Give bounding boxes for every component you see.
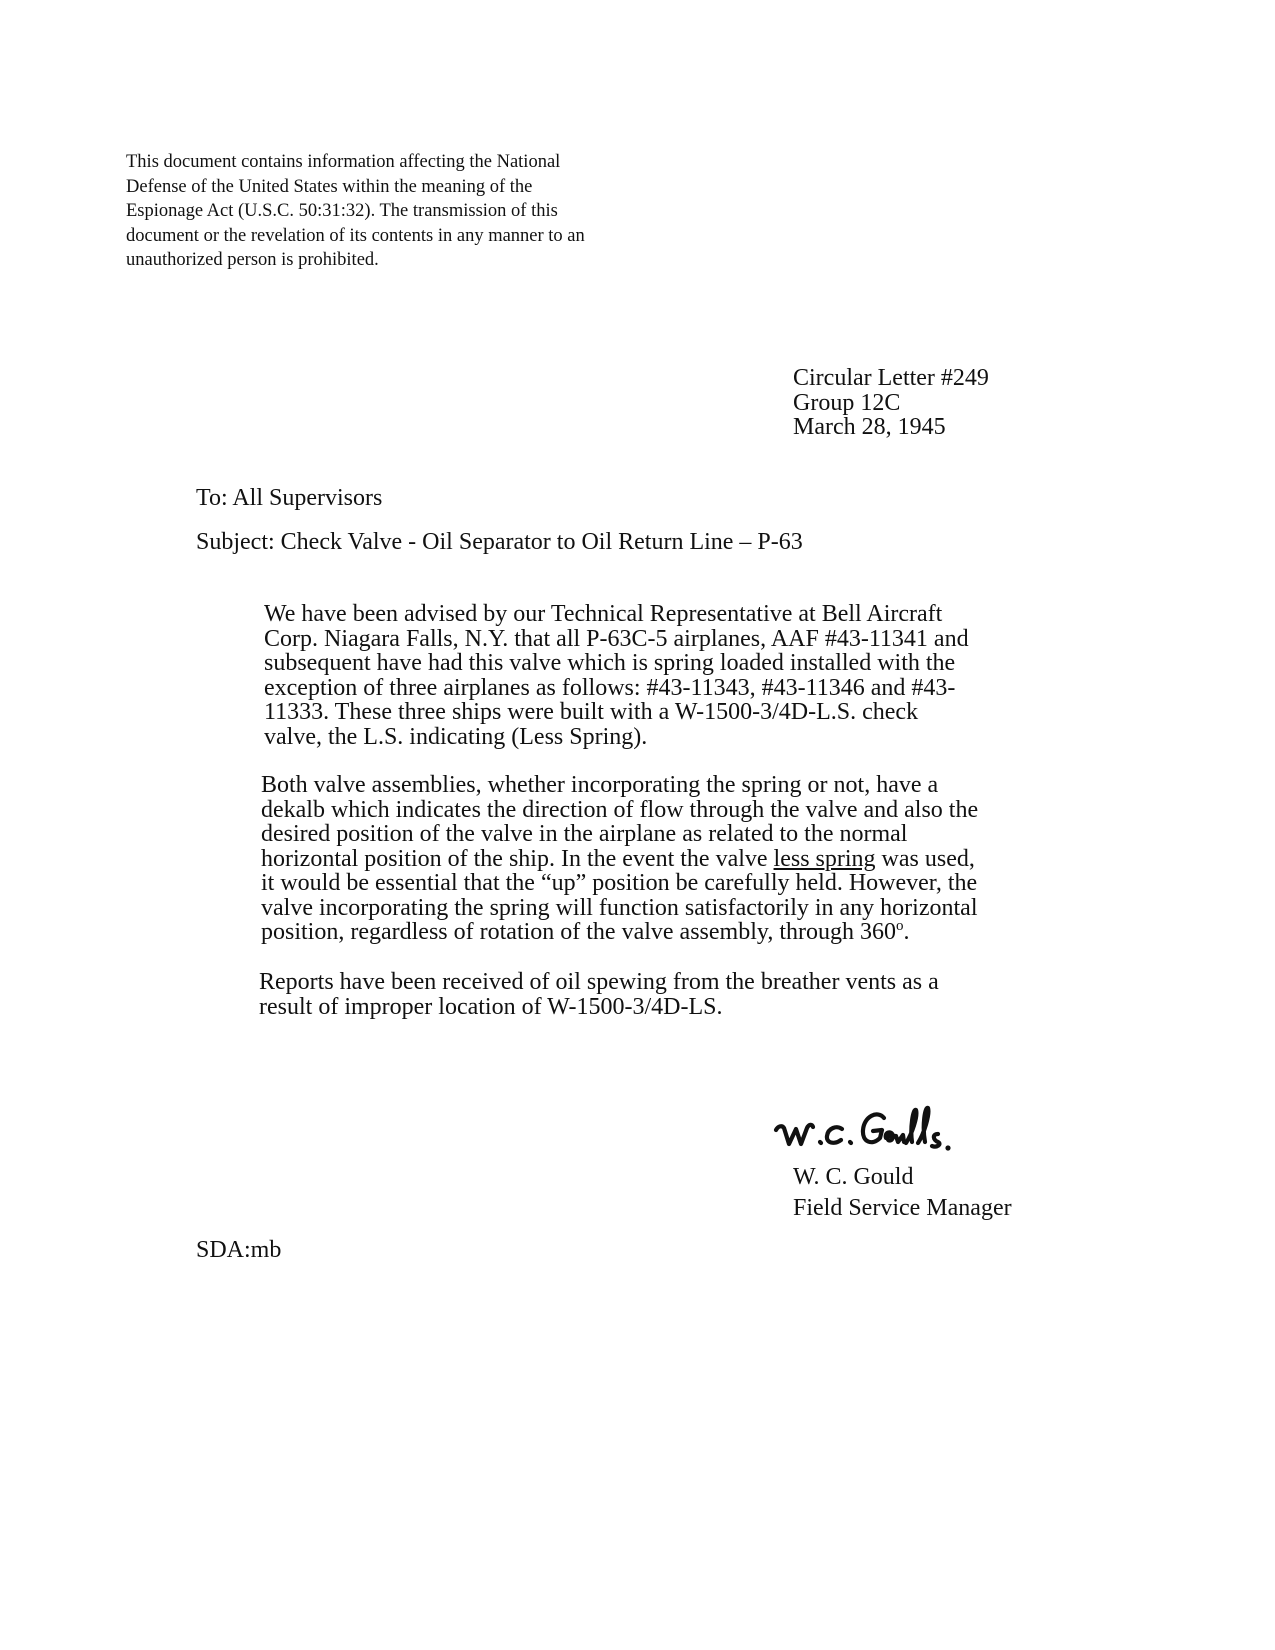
circular-number: Circular Letter #249 [793,365,989,391]
paragraph-line [261,847,978,872]
letter-reference-block [793,366,989,440]
notice-line: Defense of the United States within the meaning of the [126,176,533,197]
signer-name: W. C. Gould [793,1164,914,1190]
paragraph-line: valve, the L.S. indicating (Less Spring). [264,723,648,750]
paragraph-line: valve incorporating the spring will function satisfactorily in any horizontal [261,894,978,921]
underlined-phrase: less spring [773,845,876,872]
letter-date: March 28, 1945 [793,414,946,440]
degree-superscript: o [895,918,904,934]
paragraph-line: exception of three airplanes as follows: #43-11343, #43-11346 and #43- [264,674,956,701]
paragraph-line: dekalb which indicates the direction of flow through the valve and also the [261,796,979,823]
notice-line: document or the revelation of its contents in any manner to an [126,225,585,246]
body-paragraph-2 [261,773,978,945]
notice-line: Espionage Act (U.S.C. 50:31:32). The transmission of this [126,201,558,221]
body-paragraph-1 [264,602,969,749]
notice-line: unauthorized person is prohibited. [126,250,379,270]
paragraph-line [261,920,978,945]
group-code: Group 12C [793,389,901,416]
paragraph-line: Corp. Niagara Falls, N.Y. that all P-63C-5 airplanes, AAF #43-11341 and [264,625,969,652]
body-paragraph-3 [259,970,939,1019]
paragraph-line: subsequent have had this valve which is spring loaded installed with the [264,650,956,676]
paragraph-line: result of improper location of W-1500-3/4D-LS. [259,993,723,1020]
paragraph-text: position, regardless of rotation of the valve assembly, through 360 [261,919,896,945]
signer-title: Field Service Manager [793,1195,1012,1221]
recipient-line: To: All Supervisors [196,485,383,511]
paragraph-line: 11333. These three ships were built with a W-1500-3/4D-L.S. check [264,699,919,725]
signature-block [793,1162,1012,1224]
paragraph-line: desired position of the valve in the airplane as related to the normal [261,821,908,847]
typist-initials: SDA:mb [196,1237,282,1263]
notice-line: This document contains information affecting the National [126,152,561,172]
paragraph-line: We have been advised by our Technical Representative at Bell Aircraft [264,601,943,627]
handwritten-signature [772,1098,1002,1158]
paragraph-line: Both valve assemblies, whether incorporating the spring or not, have a [261,772,939,798]
subject-line: Subject: Check Valve - Oil Separator to Oil Return Line – P-63 [196,529,803,555]
paragraph-line: Reports have been received of oil spewing from the breather vents as a [259,969,939,995]
paragraph-line: it would be essential that the “up” position be carefully held. However, the [261,870,978,896]
paragraph-text: was used, [875,845,975,872]
paragraph-text: horizontal position of the ship. In the event the valve [261,845,774,872]
paragraph-text: . [903,919,910,945]
security-notice [126,150,585,273]
